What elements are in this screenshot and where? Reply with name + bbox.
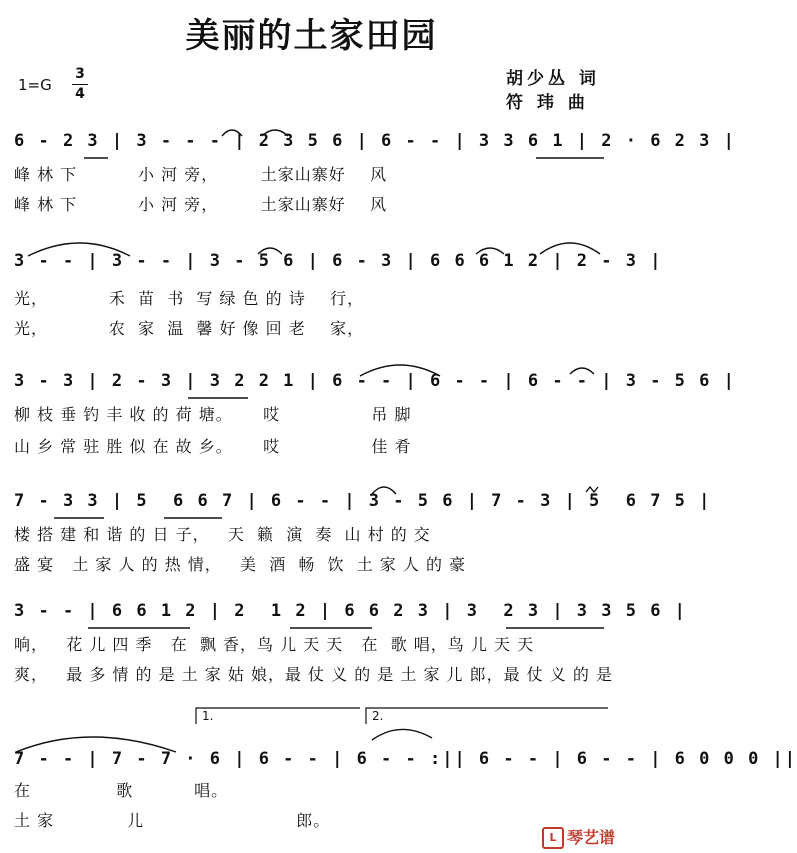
lyric-verse-2: 土 家 儿 郎。 (14, 811, 331, 830)
lyric-verse-1: 光， 禾 苗 书 写 绿 色 的 诗 行， (14, 289, 365, 308)
lyric-verse-1: 柳 枝 垂 钓 丰 收 的 荷 塘。 哎 吊 脚 (14, 405, 412, 424)
lyric-verse-2: 山 乡 常 驻 胜 似 在 故 乡。 哎 佳 肴 (14, 437, 412, 456)
lyric-verse-2: 爽， 最 多 情 的 是 土 家 姑 娘，最 仗 义 的 是 土 家 儿 郎，最 仗 义 的 是 (14, 665, 613, 684)
song-title: 美丽的土家田园 (185, 16, 438, 56)
lyric-verse-1: 响， 花 儿 四 季 在 飘 香，鸟 儿 天 天 在 歌 唱，鸟 儿 天 天 (14, 635, 535, 654)
second-ending-label: 2. (372, 709, 384, 723)
lyric-verse-1: 峰 林 下 小 河 旁， 土家山寨好 风 (14, 165, 388, 184)
notes-line: 6 - 2 3 | 3 - - - | 2 3 5 6 | 6 - - | 3 3 6 1 | 2 · 6 2 3 | (14, 131, 736, 151)
notes-line: 7 - 3 3 | 5 6 6 7 | 6 - - | 3 - 5 6 | 7 - 3 | 5 6 7 5 | (14, 491, 712, 511)
watermark-text: 琴艺谱 (566, 827, 615, 847)
first-ending-label: 1. (202, 709, 214, 723)
notes-line: 3 - 3 | 2 - 3 | 3 2 2 1 | 6 - - | 6 - - | 6 - - | 3 - 5 6 | (14, 371, 736, 391)
notes-line: 3 - - | 3 - - | 3 - 5 6 | 6 - 3 | 6 6 6 1 2 | 2 - 3 | (14, 251, 663, 271)
logo-icon: L (542, 827, 564, 849)
lyric-verse-1: 在 歌 唱。 (14, 781, 229, 800)
time-signature-bottom: 4 (75, 86, 85, 102)
lyric-verse-2: 盛 宴 土 家 人 的 热 情， 美 酒 畅 饮 土 家 人 的 豪 (14, 555, 467, 574)
lyric-verse-1: 楼 搭 建 和 谐 的 日 子， 天 籁 演 奏 山 村 的 交 (14, 525, 431, 544)
site-watermark (542, 825, 615, 850)
key-signature: 1=G (18, 76, 52, 94)
lyric-verse-2: 峰 林 下 小 河 旁， 土家山寨好 风 (14, 195, 388, 214)
time-signature-top: 3 (75, 66, 85, 82)
lyricist-credit: 胡少丛 词 (506, 69, 600, 89)
notes-line: 3 - - | 6 6 1 2 | 2 1 2 | 6 6 2 3 | 3 2 3 | 3 3 5 6 | (14, 601, 687, 621)
notes-line: 7 - - | 7 - 7 · 6 | 6 - - | 6 - - :|| 6 - - | 6 - - | 6 0 0 0 || (14, 749, 797, 769)
lyric-verse-2: 光， 农 家 温 馨 好 像 回 老 家， (14, 319, 365, 338)
composer-credit: 符 玮 曲 (506, 93, 589, 113)
